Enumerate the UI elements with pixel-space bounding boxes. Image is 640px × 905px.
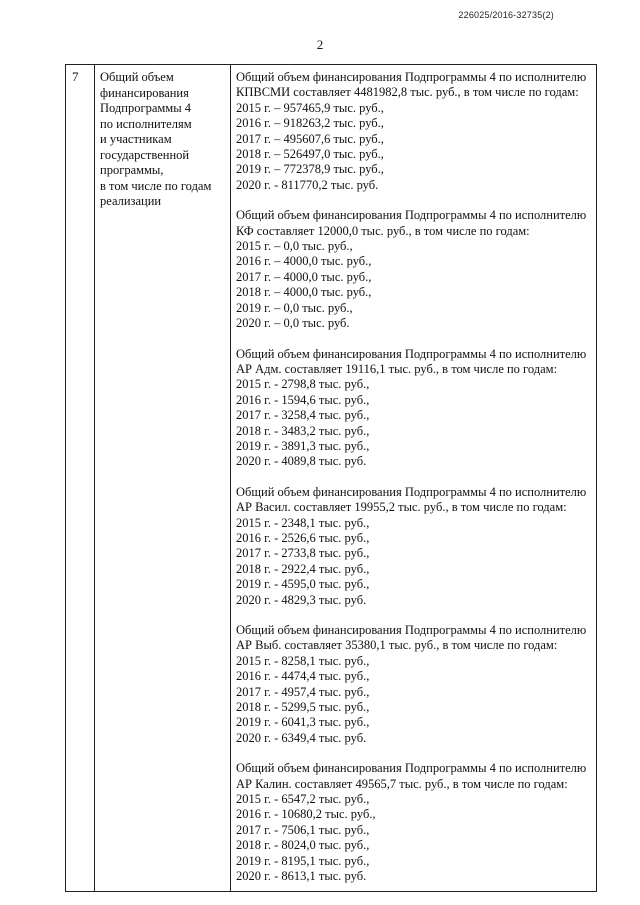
block-summary-line: АР Калин. составляет 49565,7 тыс. руб., в том числе по годам:	[236, 776, 568, 791]
year-amount-line: 2018 г. - 8024,0 тыс. руб.,	[236, 838, 370, 853]
page-number: 2	[316, 37, 324, 52]
year-amount-line: 2020 г. - 8613,1 тыс. руб.	[236, 869, 367, 884]
year-amount-line: 2019 г. – 0,0 тыс. руб.,	[236, 300, 353, 315]
year-amount-line: 2020 г. - 4089,8 тыс. руб.	[236, 454, 367, 469]
table-row	[66, 65, 597, 892]
block-summary-line: Общий объем финансирования Подпрограммы 4 по исполнителю	[236, 208, 587, 223]
document-id: 226025/2016-32735(2)	[458, 10, 554, 20]
year-amount-line: 2015 г. – 957465,9 тыс. руб.,	[236, 100, 384, 115]
block-summary-line: Общий объем финансирования Подпрограммы 4 по исполнителю	[236, 70, 587, 84]
label-line: реализации	[100, 194, 162, 208]
year-amount-line: 2016 г. – 4000,0 тыс. руб.,	[236, 254, 372, 269]
block-summary-line: КПВСМИ составляет 4481982,8 тыс. руб., в том числе по годам:	[236, 85, 579, 100]
year-amount-line: 2015 г. - 2798,8 тыс. руб.,	[236, 377, 370, 392]
year-amount-line: 2016 г. - 4474,4 тыс. руб.,	[236, 669, 370, 684]
year-amount-line: 2016 г. - 10680,2 тыс. руб.,	[236, 807, 376, 822]
block-summary-line: АР Васил. составляет 19955,2 тыс. руб., в том числе по годам:	[236, 500, 567, 515]
year-amount-line: 2018 г. – 4000,0 тыс. руб.,	[236, 285, 372, 300]
year-amount-line: 2018 г. - 2922,4 тыс. руб.,	[236, 561, 370, 576]
year-amount-line: 2015 г. - 6547,2 тыс. руб.,	[236, 792, 370, 807]
year-amount-line: 2020 г. - 6349,4 тыс. руб.	[236, 730, 367, 745]
block-summary-line: Общий объем финансирования Подпрограммы 4 по исполнителю	[236, 346, 587, 361]
financing-block	[236, 208, 592, 331]
financing-table	[65, 64, 597, 892]
year-amount-line: 2015 г. - 2348,1 тыс. руб.,	[236, 515, 370, 530]
label-line: по исполнителям	[100, 116, 192, 131]
year-amount-line: 2020 г. – 0,0 тыс. руб.	[236, 316, 350, 331]
financing-block	[236, 485, 592, 608]
label-line: Подпрограммы 4	[100, 101, 191, 115]
financing-block	[236, 70, 592, 193]
year-amount-line: 2019 г. - 4595,0 тыс. руб.,	[236, 577, 370, 592]
year-amount-line: 2015 г. – 0,0 тыс. руб.,	[236, 239, 353, 254]
label-line: программы,	[100, 163, 164, 177]
year-amount-line: 2017 г. - 3258,4 тыс. руб.,	[236, 408, 370, 423]
label-line: государственной	[100, 147, 190, 162]
year-amount-line: 2018 г. - 3483,2 тыс. руб.,	[236, 423, 370, 438]
financing-block	[236, 347, 592, 470]
year-amount-line: 2017 г. - 4957,4 тыс. руб.,	[236, 684, 370, 699]
year-amount-line: 2020 г. - 811770,2 тыс. руб.	[236, 177, 379, 192]
label-line: в том числе по годам	[100, 178, 212, 193]
year-amount-line: 2018 г. - 5299,5 тыс. руб.,	[236, 700, 370, 715]
financing-block	[236, 761, 592, 884]
block-summary-line: Общий объем финансирования Подпрограммы 4 по исполнителю	[236, 623, 587, 637]
year-amount-line: 2017 г. - 7506,1 тыс. руб.,	[236, 822, 370, 837]
financing-block	[236, 623, 592, 746]
year-amount-line: 2017 г. - 2733,8 тыс. руб.,	[236, 546, 370, 561]
year-amount-line: 2015 г. - 8258,1 тыс. руб.,	[236, 653, 370, 668]
block-summary-line: АР Адм. составляет 19116,1 тыс. руб., в том числе по годам:	[236, 361, 558, 376]
block-summary-line: Общий объем финансирования Подпрограммы 4 по исполнителю	[236, 484, 587, 499]
block-summary-line: КФ составляет 12000,0 тыс. руб., в том числе по годам:	[236, 223, 530, 238]
year-amount-line: 2016 г. - 2526,6 тыс. руб.,	[236, 530, 370, 545]
year-amount-line: 2018 г. – 526497,0 тыс. руб.,	[236, 147, 384, 162]
row-label	[95, 65, 231, 892]
year-amount-line: 2019 г. - 3891,3 тыс. руб.,	[236, 438, 370, 453]
year-amount-line: 2019 г. - 8195,1 тыс. руб.,	[236, 853, 370, 868]
row-number: 7	[66, 65, 95, 892]
label-line: Общий объем	[100, 70, 174, 84]
row-content	[231, 65, 597, 892]
year-amount-line: 2019 г. – 772378,9 тыс. руб.,	[236, 162, 384, 177]
label-line: финансирования	[100, 85, 189, 100]
year-amount-line: 2017 г. – 4000,0 тыс. руб.,	[236, 269, 372, 284]
year-amount-line: 2016 г. - 1594,6 тыс. руб.,	[236, 392, 370, 407]
block-summary-line: Общий объем финансирования Подпрограммы 4 по исполнителю	[236, 761, 587, 776]
block-summary-line: АР Выб. составляет 35380,1 тыс. руб., в том числе по годам:	[236, 638, 558, 653]
year-amount-line: 2019 г. - 6041,3 тыс. руб.,	[236, 715, 370, 730]
label-line: и участникам	[100, 132, 172, 146]
year-amount-line: 2016 г. – 918263,2 тыс. руб.,	[236, 116, 384, 131]
year-amount-line: 2017 г. – 495607,6 тыс. руб.,	[236, 131, 384, 146]
year-amount-line: 2020 г. - 4829,3 тыс. руб.	[236, 592, 367, 607]
